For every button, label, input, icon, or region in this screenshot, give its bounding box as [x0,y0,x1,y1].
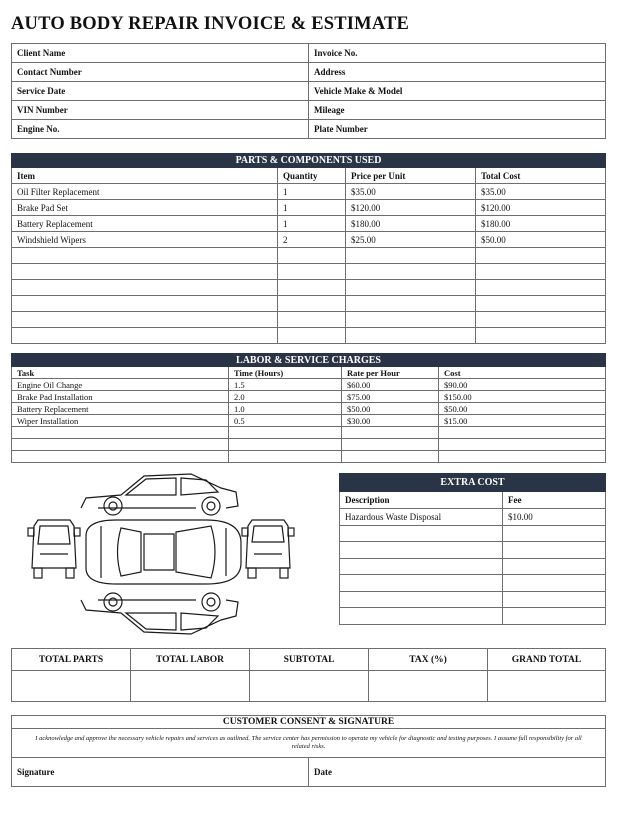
table-row [12,391,606,403]
cell[interactable]: 0.5 [229,415,342,427]
cell[interactable]: $180.00 [476,216,606,232]
empty-row [12,328,606,344]
cell[interactable]: Hazardous Waste Disposal [340,509,503,526]
cell[interactable]: 2 [278,232,346,248]
contact-number-field[interactable]: Contact Number [12,63,309,82]
table-row [12,379,606,391]
col-fee: Fee [503,492,606,509]
client-info-table [11,43,606,139]
cell[interactable]: Engine Oil Change [12,379,229,391]
cell[interactable]: Wiper Installation [12,415,229,427]
col-cost: Cost [439,367,606,379]
info-row [12,63,606,82]
date-field[interactable]: Date [309,758,606,787]
cell[interactable]: $50.00 [342,403,439,415]
col-description: Description [340,492,503,509]
cell[interactable]: $25.00 [346,232,476,248]
cell[interactable]: Battery Replacement [12,403,229,415]
col-quantity: Quantity [278,168,346,184]
mileage-field[interactable]: Mileage [309,101,606,120]
total-labor-value[interactable] [131,671,250,702]
cell[interactable]: $15.00 [439,415,606,427]
parts-table [11,153,606,344]
cell[interactable]: $120.00 [476,200,606,216]
grand-total-label: GRAND TOTAL [488,649,606,671]
cell[interactable]: $75.00 [342,391,439,403]
empty-row [340,575,606,592]
info-row [12,120,606,139]
client-name-field[interactable]: Client Name [12,44,309,63]
empty-row [12,312,606,328]
cell[interactable]: $10.00 [503,509,606,526]
cell[interactable]: $35.00 [346,184,476,200]
cell[interactable]: $120.00 [346,200,476,216]
cell[interactable]: $30.00 [342,415,439,427]
consent-header: CUSTOMER CONSENT & SIGNATURE [12,716,606,729]
table-row [12,403,606,415]
total-labor-label: TOTAL LABOR [131,649,250,671]
table-row [12,216,606,232]
consent-text: I acknowledge and approve the necessary vehicle repairs and services as outlined. The service center has permission to operate my vehicle for diagnostic and testing purposes. I assume full responsibility for all related risks. [12,729,606,758]
extra-cost-table [339,473,606,625]
empty-row [340,542,606,559]
car-rear-view-icon [242,520,294,578]
cell[interactable]: Oil Filter Replacement [12,184,278,200]
invoice-no-field[interactable]: Invoice No. [309,44,606,63]
cell[interactable]: $60.00 [342,379,439,391]
consent-table [11,715,606,787]
total-parts-value[interactable] [12,671,131,702]
car-front-view-icon [28,520,80,578]
tax-label: TAX (%) [369,649,488,671]
table-row [340,509,606,526]
subtotal-label: SUBTOTAL [250,649,369,671]
invoice-title: AUTO BODY REPAIR INVOICE & ESTIMATE [11,14,410,34]
service-date-field[interactable]: Service Date [12,82,309,101]
car-side-view-bottom-icon [81,593,238,634]
table-row [12,200,606,216]
cell[interactable]: 1 [278,200,346,216]
plate-number-field[interactable]: Plate Number [309,120,606,139]
info-row [12,44,606,63]
empty-row [12,296,606,312]
cell[interactable]: $50.00 [439,403,606,415]
empty-row [340,591,606,608]
parts-header: PARTS & COMPONENTS USED [12,154,606,168]
info-row [12,82,606,101]
total-parts-label: TOTAL PARTS [12,649,131,671]
cell[interactable]: Battery Replacement [12,216,278,232]
col-rate-per-hour: Rate per Hour [342,367,439,379]
labor-table [11,353,606,463]
empty-row [12,264,606,280]
cell[interactable]: Brake Pad Installation [12,391,229,403]
empty-row [340,525,606,542]
cell[interactable]: 1 [278,216,346,232]
empty-row [12,280,606,296]
engine-no-field[interactable]: Engine No. [12,120,309,139]
empty-row [340,608,606,625]
cell[interactable]: Windshield Wipers [12,232,278,248]
col-time-hours: Time (Hours) [229,367,342,379]
subtotal-value[interactable] [250,671,369,702]
cell[interactable]: $35.00 [476,184,606,200]
empty-row [340,558,606,575]
table-row [12,415,606,427]
cell[interactable]: 1.0 [229,403,342,415]
cell[interactable]: 1 [278,184,346,200]
cell[interactable]: 2.0 [229,391,342,403]
empty-row [12,427,606,439]
tax-value[interactable] [369,671,488,702]
grand-total-value[interactable] [488,671,606,702]
cell[interactable]: $90.00 [439,379,606,391]
empty-row [12,439,606,451]
labor-header: LABOR & SERVICE CHARGES [12,354,606,367]
cell[interactable]: $180.00 [346,216,476,232]
table-row [12,184,606,200]
vehicle-diagram [26,468,296,640]
totals-table [11,648,606,702]
vehicle-make-model-field[interactable]: Vehicle Make & Model [309,82,606,101]
table-row [12,232,606,248]
info-row [12,101,606,120]
car-top-view-icon [86,520,241,584]
cell[interactable]: Brake Pad Set [12,200,278,216]
address-field[interactable]: Address [309,63,606,82]
extra-cost-header: EXTRA COST [340,474,606,492]
col-price-per-unit: Price per Unit [346,168,476,184]
cell[interactable]: 1.5 [229,379,342,391]
cell[interactable]: $50.00 [476,232,606,248]
empty-row [12,451,606,463]
cell[interactable]: $150.00 [439,391,606,403]
col-total-cost: Total Cost [476,168,606,184]
signature-field[interactable]: Signature [12,758,309,787]
empty-row [12,248,606,264]
col-item: Item [12,168,278,184]
col-task: Task [12,367,229,379]
car-side-view-icon [81,474,238,515]
vin-number-field[interactable]: VIN Number [12,101,309,120]
